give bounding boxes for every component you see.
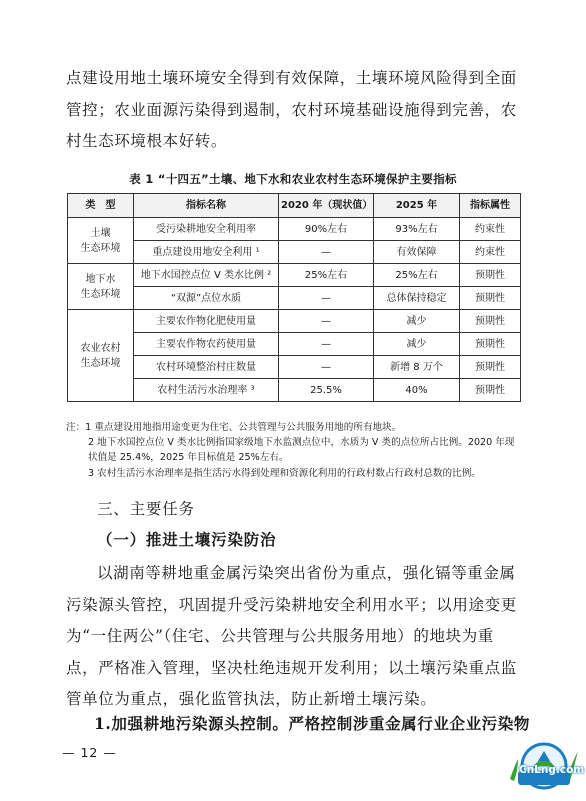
indicator-name: 重点建设用地安全利用 ¹ [134,241,279,264]
value-2020: 25.5% [279,379,374,402]
logo-watermark-text: CnLng.com [519,764,585,776]
indicator-name: 农村生活污水治理率 ³ [134,379,279,402]
item-heading: 1.加强耕地污染源头控制。严格控制涉重金属行业企业污染物 [94,714,530,733]
table-row [68,287,521,310]
table-notes [66,420,524,481]
value-2020: 25%左右 [279,264,374,287]
table-row [68,356,521,379]
table-row [68,310,521,333]
table-row [68,264,521,287]
indicator-attribute: 预期性 [460,287,521,310]
value-2020: — [279,310,374,333]
header-type: 类 型 [68,194,134,218]
indicator-table [67,193,521,402]
table-row [68,379,521,402]
indicator-attribute: 约束性 [460,218,521,241]
indicator-attribute: 预期性 [460,379,521,402]
category-groundwater: 地下水 生态环境 [68,264,134,310]
indicator-attribute: 预期性 [460,264,521,287]
table-row [68,218,521,241]
header-attribute: 指标属性 [460,194,521,218]
indicator-name: “双源”点位水质 [134,287,279,310]
indicator-attribute: 预期性 [460,310,521,333]
indicator-name: 受污染耕地安全利用率 [134,218,279,241]
indicator-attribute: 预期性 [460,333,521,356]
page-number: — 12 — [62,745,117,760]
header-2025: 2025 年 [374,194,460,218]
table-header-row [68,194,521,218]
value-2025: 新增 8 万个 [374,356,460,379]
table-note: 3 农村生活污水治理率是指生活污水得到处理和资源化利用的行政村数占行政村总数的比例。 [88,467,481,479]
value-2020: — [279,356,374,379]
subsection-heading: （一）推进土壤污染防治 [97,531,277,549]
table-row [68,333,521,356]
category-rural: 农业农村 生态环境 [68,310,134,402]
table-caption: 表 1 “十四五”土壤、地下水和农业农村生态环境保护主要指标 [129,172,457,186]
value-2025: 有效保障 [374,241,460,264]
indicator-name: 主要农作物农药使用量 [134,333,279,356]
value-2025: 93%左右 [374,218,460,241]
header-2020: 2020 年（现状值） [279,194,374,218]
value-2020: — [279,287,374,310]
value-2020: — [279,333,374,356]
indicator-attribute: 预期性 [460,356,521,379]
section-heading: 三、主要任务 [97,500,195,518]
header-indicator-name: 指标名称 [134,194,279,218]
value-2025: 减少 [374,333,460,356]
indicator-name: 地下水国控点位 V 类水比例 ² [134,264,279,287]
value-2025: 总体保持稳定 [374,287,460,310]
table-note: 2 地下水国控点位 V 类水比例指国家级地下水监测点位中，水质为 V 类的点位所占比例。2020 年现状值是 25.4%，2025 年目标值是 25%左右。 [88,437,515,464]
value-2020: 90%左右 [279,218,374,241]
body-paragraph: 以湖南等耕地重金属污染突出省份为重点，强化镉等重金属污染源头管控，巩固提升受污染耕地安全利用水平；以用途变更为“一住两公”（住宅、公共管理与公共服务用地）的地块为重点，严格准入管理，坚决杜绝违规开发利用；以土壤污染重点监管单位为重点，强化监管执法，防止新增土壤污染。 [66,564,517,708]
value-2025: 减少 [374,310,460,333]
value-2025: 25%左右 [374,264,460,287]
category-soil: 土壤 生态环境 [68,218,134,264]
table-note: 注：1 重点建设用地指用途变更为住宅、公共管理与公共服务用地的所有地块。 [66,422,402,433]
table-row [68,241,521,264]
value-2020: — [279,241,374,264]
indicator-attribute: 约束性 [460,241,521,264]
indicator-name: 农村环境整治村庄数量 [134,356,279,379]
value-2025: 40% [374,379,460,402]
intro-paragraph: 点建设用地土壤环境安全得到有效保障，土壤环境风险得到全面管控；农业面源污染得到遏制，农村环境基础设施得到完善，农村生态环境根本好转。 [66,69,517,150]
indicator-name: 主要农作物化肥使用量 [134,310,279,333]
